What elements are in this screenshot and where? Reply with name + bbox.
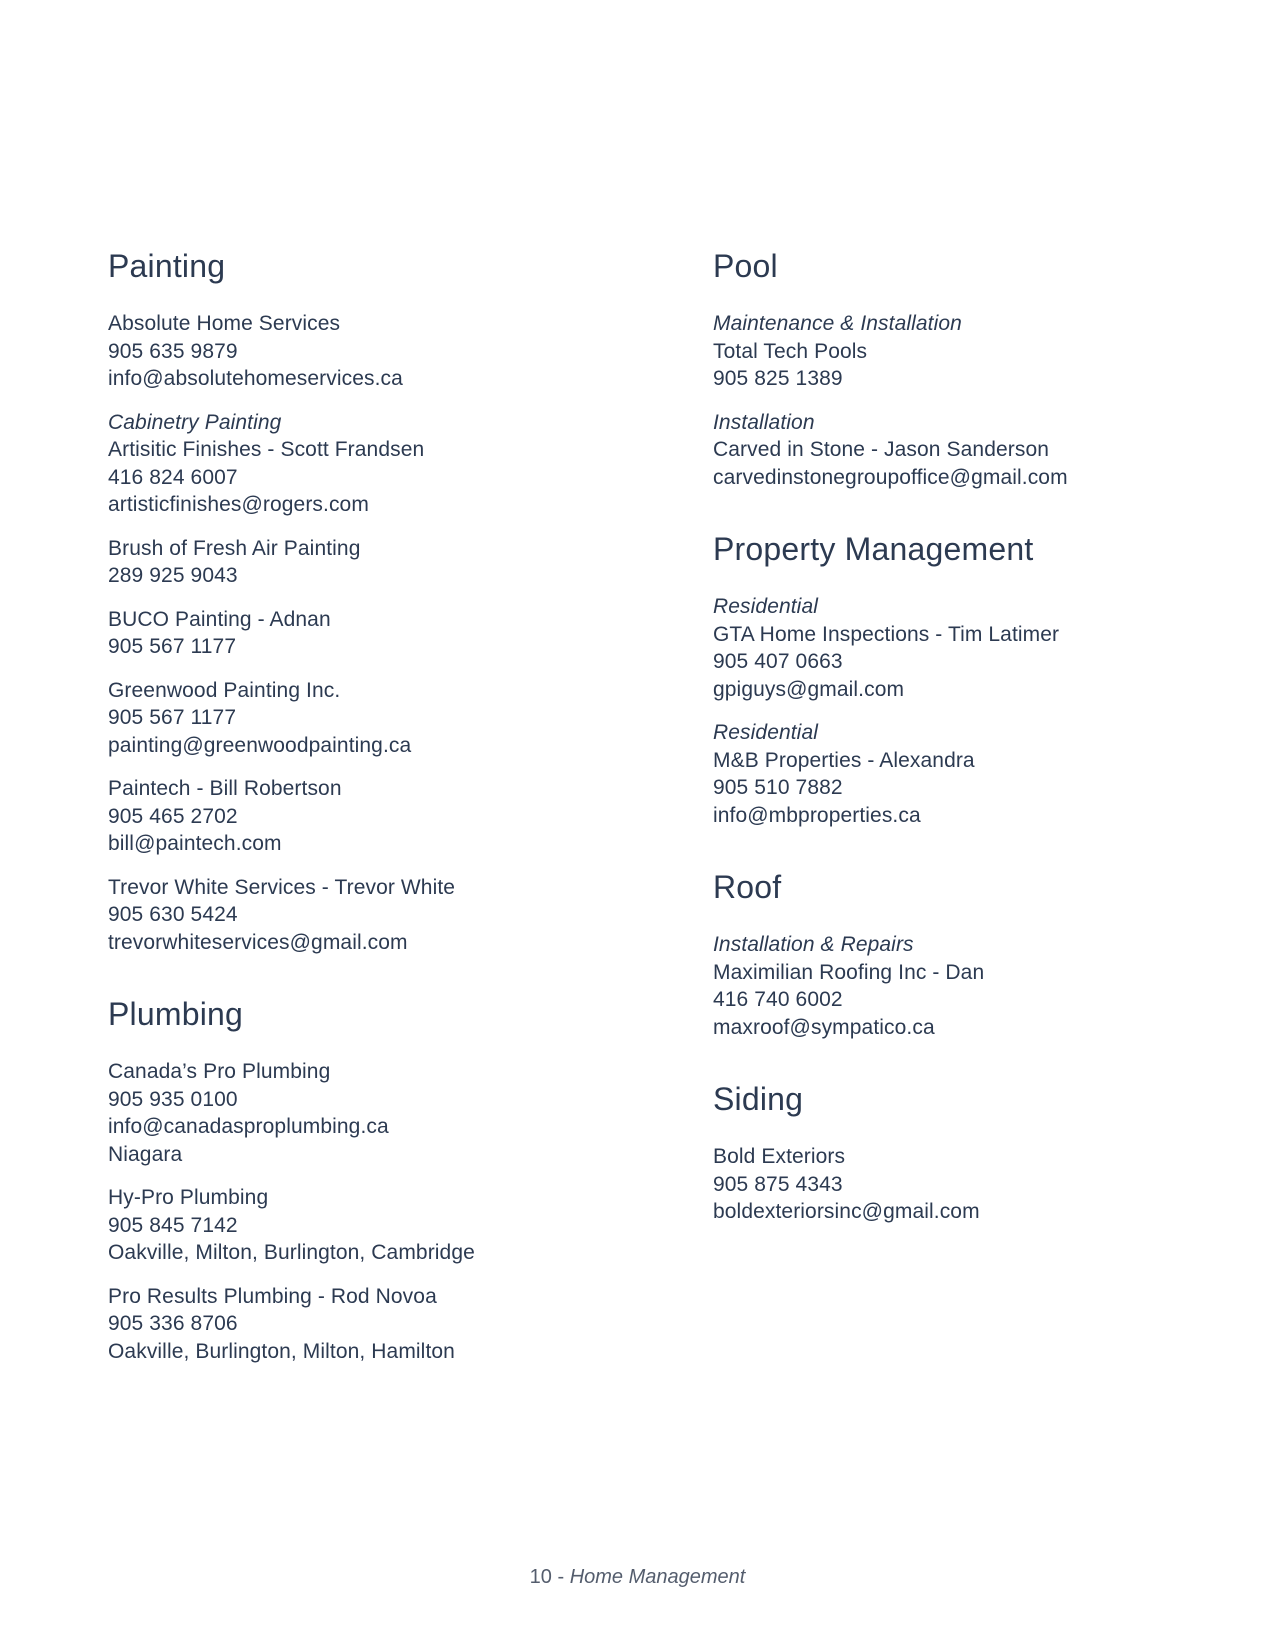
- contact-line: Greenwood Painting Inc.: [108, 678, 341, 702]
- contact-line: Carved in Stone - Jason Sanderson: [713, 438, 1049, 461]
- contact-entry: [108, 409, 653, 519]
- contact-line: artisticfinishes@rogers.com: [108, 493, 369, 516]
- section-entries: [108, 310, 653, 956]
- contact-line: 905 567 1177: [108, 706, 237, 729]
- footer-section-title: Home Management: [569, 1566, 746, 1588]
- contact-line: Paintech - Bill Robertson: [108, 777, 342, 800]
- contact-entry: [713, 719, 1258, 829]
- contact-entry: [108, 310, 653, 393]
- contact-line: 289 925 9043: [108, 564, 238, 587]
- contact-entry: [108, 1283, 653, 1366]
- contact-entry: [108, 1058, 653, 1168]
- contact-line: BUCO Painting - Adnan: [108, 607, 331, 631]
- contact-line: Residential: [713, 595, 818, 618]
- contact-line: 905 825 1389: [713, 367, 843, 390]
- section-title: Painting: [108, 248, 226, 284]
- contact-line: bill@paintech.com: [108, 832, 282, 855]
- page-footer: [0, 1566, 1275, 1589]
- section-entries: [713, 310, 1258, 491]
- contact-line: Trevor White Services - Trevor White: [108, 875, 456, 899]
- contact-line: 905 635 9879: [108, 339, 238, 363]
- contact-line: Hy-Pro Plumbing: [108, 1186, 269, 1209]
- contact-line: 416 740 6002: [713, 988, 843, 1011]
- section-entries: [108, 1058, 653, 1365]
- contact-entry: [108, 874, 653, 957]
- column-left: [108, 246, 653, 1381]
- contact-line: 905 336 8706: [108, 1312, 238, 1335]
- contact-line: info@mbproperties.ca: [713, 803, 921, 827]
- contact-entry: [108, 677, 653, 760]
- section-entries: [713, 1143, 1258, 1226]
- contact-line: carvedinstonegroupoffice@gmail.com: [713, 465, 1068, 489]
- contact-entry: [713, 593, 1258, 703]
- contact-line: Installation: [713, 410, 815, 434]
- section-entries: [713, 931, 1258, 1041]
- contact-line: 905 845 7142: [108, 1213, 238, 1237]
- contact-line: Total Tech Pools: [713, 339, 868, 363]
- column-right: [713, 246, 1258, 1242]
- section-title: Pool: [713, 248, 778, 284]
- contact-line: 905 935 0100: [108, 1087, 238, 1111]
- contact-line: Artisitic Finishes - Scott Frandsen: [108, 438, 425, 461]
- contact-entry: [108, 1184, 653, 1267]
- contact-entry: [108, 606, 653, 661]
- contact-line: 905 875 4343: [713, 1172, 843, 1196]
- section-title: Property Management: [713, 531, 1034, 567]
- category-section: [713, 246, 1258, 507]
- contact-line: Maximilian Roofing Inc - Dan: [713, 960, 985, 984]
- contact-entry: [713, 310, 1258, 393]
- contact-line: Canada’s Pro Plumbing: [108, 1060, 331, 1083]
- category-section: [108, 246, 653, 972]
- contact-line: Oakville, Burlington, Milton, Hamilton: [108, 1339, 455, 1363]
- contact-line: trevorwhiteservices@gmail.com: [108, 930, 408, 954]
- category-section: [713, 1079, 1258, 1242]
- contact-entry: [713, 1143, 1258, 1226]
- section-entries: [713, 593, 1258, 829]
- contact-line: Maintenance & Installation: [713, 312, 962, 335]
- contact-line: Bold Exteriors: [713, 1145, 846, 1168]
- contact-line: 905 510 7882: [713, 776, 843, 799]
- contact-line: 905 630 5424: [108, 903, 238, 926]
- category-section: [713, 529, 1258, 845]
- section-title: Roof: [713, 869, 782, 905]
- contact-line: Niagara: [108, 1142, 183, 1166]
- category-section: [108, 994, 653, 1381]
- contact-line: 905 407 0663: [713, 650, 843, 673]
- contact-line: Cabinetry Painting: [108, 410, 282, 434]
- contact-entry: [108, 535, 653, 590]
- contact-line: M&B Properties - Alexandra: [713, 748, 975, 772]
- contact-entry: [713, 409, 1258, 492]
- contact-line: maxroof@sympatico.ca: [713, 1015, 935, 1039]
- contact-line: painting@greenwoodpainting.ca: [108, 733, 412, 757]
- contact-line: info@absolutehomeservices.ca: [108, 367, 403, 390]
- contact-line: Brush of Fresh Air Painting: [108, 536, 361, 560]
- contact-line: Installation & Repairs: [713, 933, 914, 956]
- contact-entry: [108, 775, 653, 858]
- contact-line: GTA Home Inspections - Tim Latimer: [713, 622, 1060, 646]
- contact-line: 905 567 1177: [108, 635, 237, 658]
- contact-entry: [713, 931, 1258, 1041]
- contact-line: Residential: [713, 721, 818, 744]
- section-title: Siding: [713, 1081, 804, 1117]
- contact-line: 905 465 2702: [108, 804, 238, 828]
- contact-line: Absolute Home Services: [108, 312, 341, 335]
- contact-line: Pro Results Plumbing - Rod Novoa: [108, 1284, 437, 1308]
- contact-line: 416 824 6007: [108, 465, 238, 489]
- category-section: [713, 867, 1258, 1057]
- footer-page-number: 10 -: [529, 1566, 565, 1588]
- contact-line: gpiguys@gmail.com: [713, 677, 905, 701]
- section-title: Plumbing: [108, 996, 244, 1032]
- contact-line: info@canadasproplumbing.ca: [108, 1115, 389, 1138]
- contact-line: boldexteriorsinc@gmail.com: [713, 1200, 980, 1223]
- contact-line: Oakville, Milton, Burlington, Cambridge: [108, 1241, 475, 1264]
